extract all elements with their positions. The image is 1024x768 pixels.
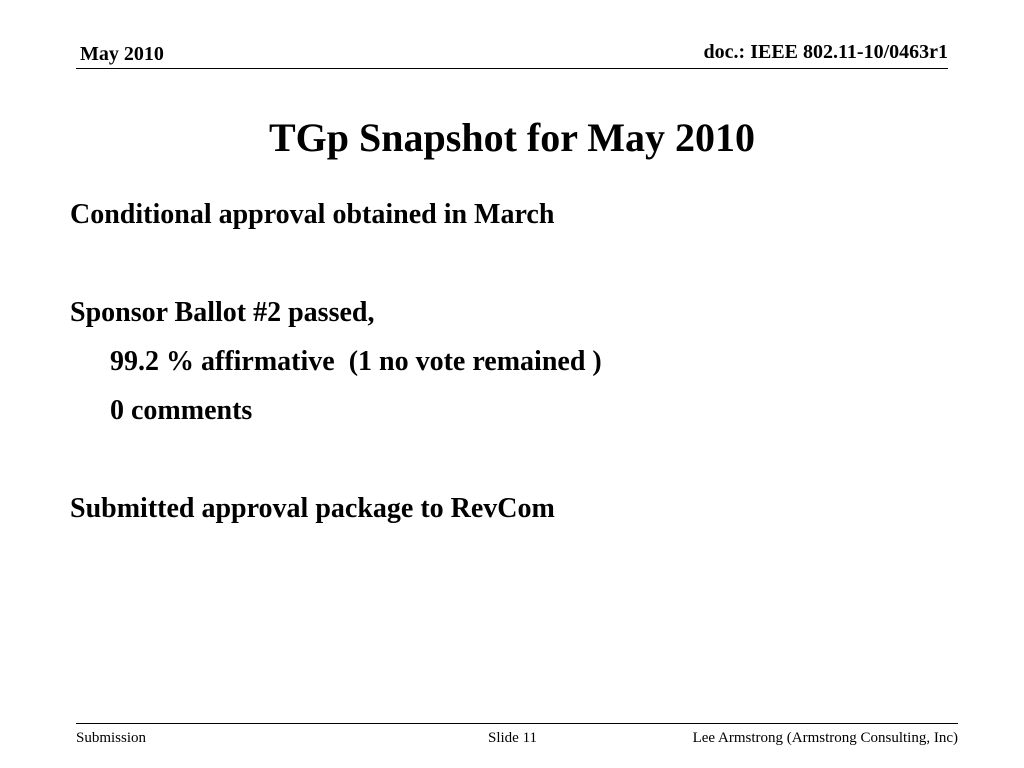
footer-submission: Submission [76,730,147,746]
body-blank-line [70,239,950,288]
body-line-submitted: Submitted approval package to RevCom [70,493,555,524]
slide-header-doc-id: doc.: IEEE 802.11-10/0463r1 [703,41,948,63]
body-blank-line [70,435,950,484]
footer-slide-number: Slide 11 [488,730,538,746]
slide-body [70,190,950,533]
footer-divider [76,723,958,724]
body-line-conditional-approval: Conditional approval obtained in March [70,199,555,230]
slide-title: TGp Snapshot for May 2010 [268,115,755,160]
slide-header-date: May 2010 [80,43,164,65]
header-divider [76,68,948,69]
footer-author: Lee Armstrong (Armstrong Consulting, Inc) [692,730,958,746]
body-line-comments: 0 comments [110,395,253,426]
body-line-sponsor-ballot: Sponsor Ballot #2 passed, [70,297,375,328]
body-line-affirmative: 99.2 % affirmative (1 no vote remained ) [110,346,602,377]
